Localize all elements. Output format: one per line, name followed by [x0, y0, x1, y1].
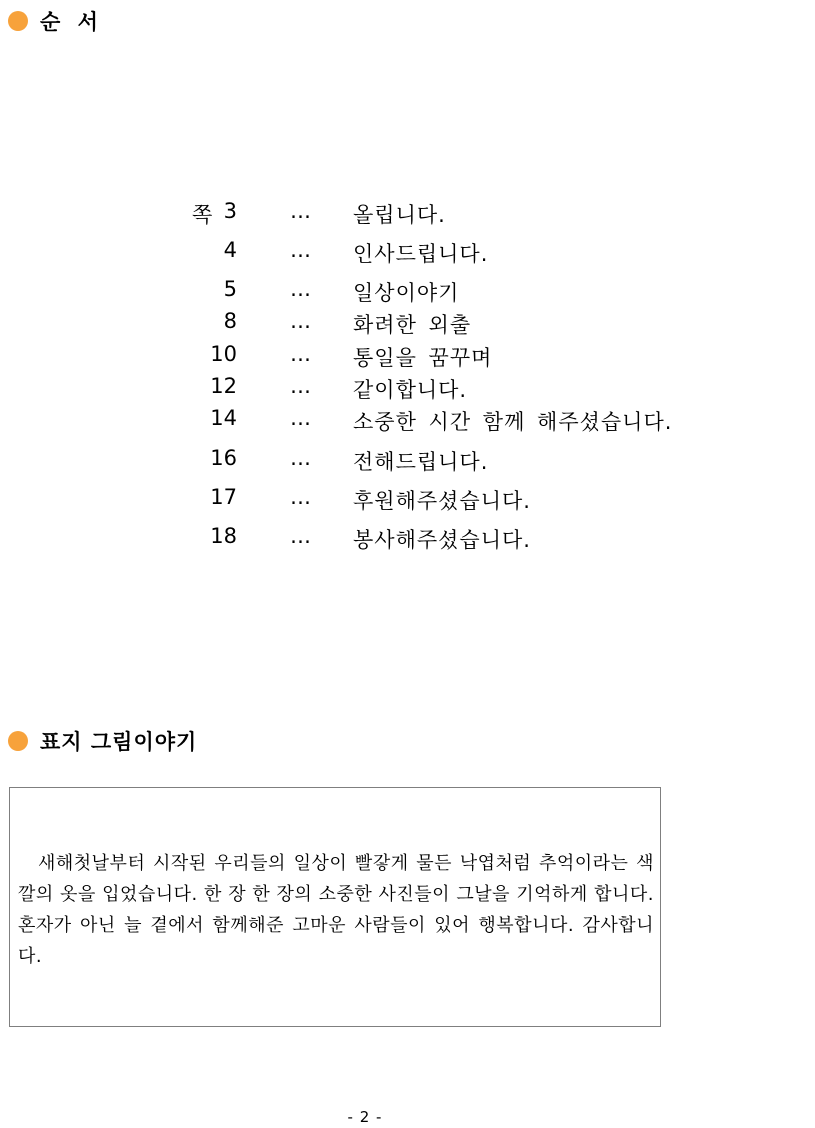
toc-row[interactable] [0, 524, 815, 554]
toc-page-number: 12 [210, 374, 237, 398]
toc-page-number: 8 [223, 309, 237, 333]
toc-heading-text: 순 서 [40, 10, 99, 34]
toc-dots: … [290, 485, 312, 509]
toc-row[interactable] [0, 277, 815, 307]
toc-title: 같이합니다. [353, 378, 468, 402]
toc-row[interactable] [0, 199, 815, 229]
toc-page-number: 16 [210, 446, 237, 470]
toc-dots: … [290, 524, 312, 548]
bullet-circle-icon [8, 11, 28, 31]
toc-title: 전해드립니다. [353, 450, 489, 474]
toc-page-number: 18 [210, 524, 237, 548]
toc-title: 올립니다. [353, 203, 446, 227]
bullet-circle-icon [8, 731, 28, 751]
toc-page-number: 14 [210, 406, 237, 430]
toc-title: 통일을 꿈꾸며 [353, 346, 493, 370]
toc-dots: … [290, 199, 312, 223]
toc-row[interactable] [0, 485, 815, 515]
toc-heading [8, 6, 99, 36]
toc-dots: … [290, 374, 312, 398]
toc-row[interactable] [0, 374, 815, 404]
cover-heading [8, 726, 197, 756]
toc-page-number: 17 [210, 485, 237, 509]
toc-row[interactable] [0, 406, 815, 436]
toc-title: 후원해주셨습니다. [353, 489, 531, 513]
toc-page-number: 4 [223, 238, 237, 262]
toc-title: 화려한 외출 [353, 313, 472, 337]
toc-page-prefix: 쪽 [192, 203, 213, 227]
cover-story-box [9, 787, 661, 1027]
toc-row[interactable] [0, 342, 815, 372]
toc-title: 인사드립니다. [353, 242, 489, 266]
toc-dots: … [290, 277, 312, 301]
toc-row[interactable] [0, 238, 815, 268]
toc-dots: … [290, 342, 312, 366]
toc-dots: … [290, 309, 312, 333]
toc-page-number: 5 [223, 277, 237, 301]
toc-row[interactable] [0, 309, 815, 339]
toc-dots: … [290, 406, 312, 430]
toc-title: 소중한 시간 함께 해주셨습니다. [353, 410, 673, 434]
toc-dots: … [290, 446, 312, 470]
toc-dots: … [290, 238, 312, 262]
toc-page-number: 10 [210, 342, 237, 366]
toc-title: 일상이야기 [353, 281, 460, 305]
page-number: - 2 - [347, 1108, 383, 1126]
toc-title: 봉사해주셨습니다. [353, 528, 531, 552]
toc-row[interactable] [0, 446, 815, 476]
toc-page-number: 3 [223, 199, 237, 223]
cover-story-text: 새해첫날부터 시작된 우리들의 일상이 빨갛게 물든 낙엽처럼 추억이라는 색깔의 옷을 입었습니다. 한 장 한 장의 소중한 사진들이 그날을 기억하게 합니다. 혼자가 아닌 늘 곁에서 함께해준 고마운 사람들이 있어 행복합니다. 감사합니다. [18, 853, 654, 967]
cover-heading-text: 표지 그림이야기 [40, 730, 198, 754]
